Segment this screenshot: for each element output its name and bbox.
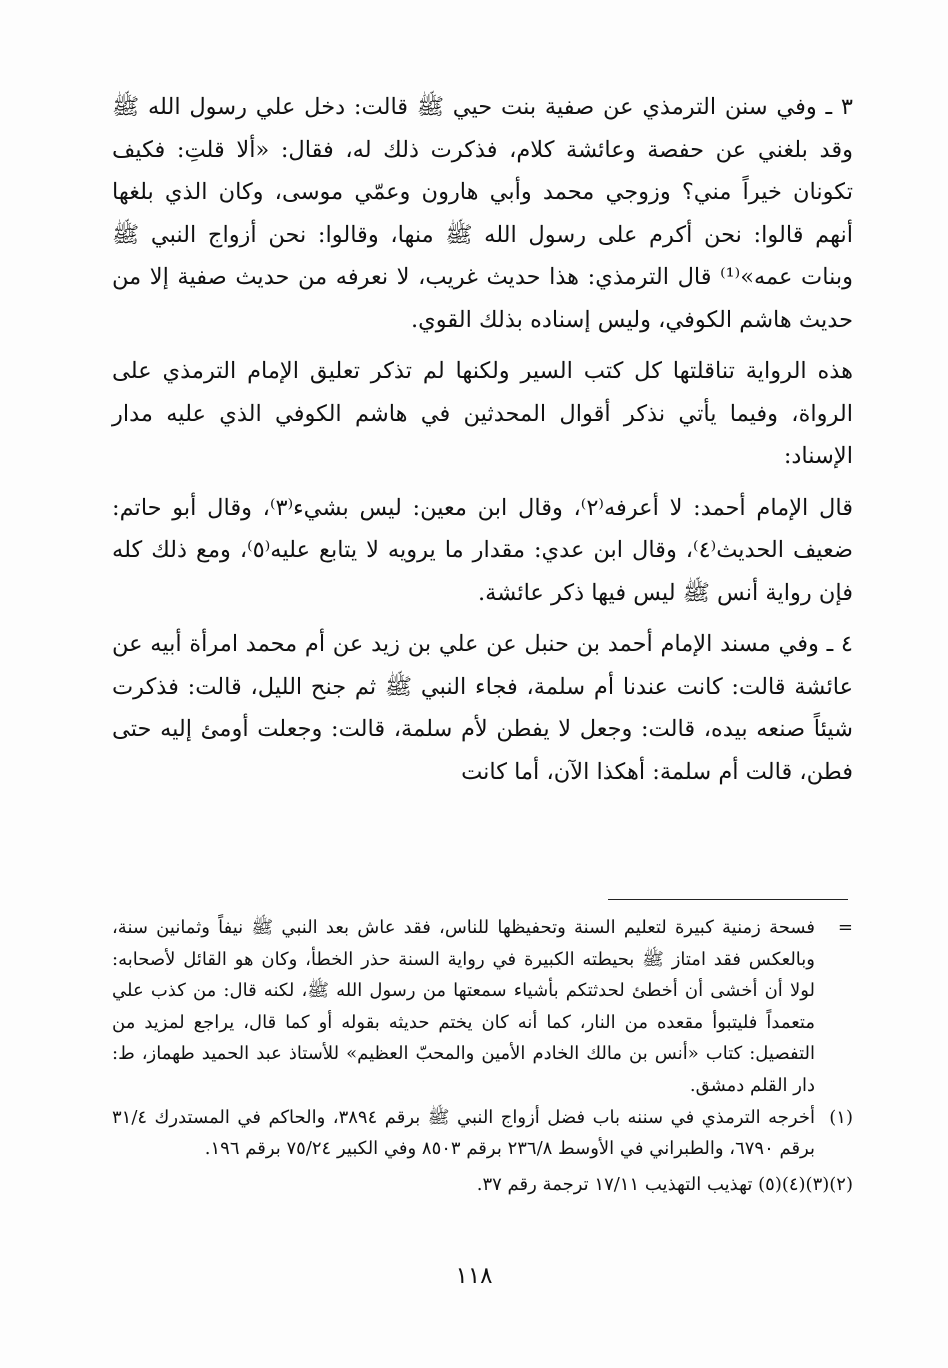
footnote-2-5-text: (٢)(٣)(٤)(٥) تهذيب التهذيب ١٧/١١ ترجمة رقم ٣٧. xyxy=(476,1173,853,1195)
footnote-2-5 xyxy=(112,1169,853,1201)
footnote-continuation-text: فسحة زمنية كبيرة لتعليم السنة وتحفيظها للناس، فقد عاش بعد النبي ﷺ نيفاً وثمانين سنة، وبالعكس فقد امتاز ﷺ بحيطته الكبيرة في رواية السنة حذر الخطأ، وكان هو القائل لأصحابه: لولا أن أخشى أن أخطئ لحدثتكم بأشياء سمعتها من رسول الله ﷺ، لكنه قال: من كذب علي متعمداً فليتبوأ مقعده من النار، كما أنه كان يختم حديثه بقوله أو كما قال، يراجع لمزيد من التفصيل: كتاب «أنس بن مالك الخادم الأمين والمحبّ العظيم» للأستاذ عبد الحميد طهماز، ط: دار القلم دمشق. xyxy=(112,917,815,1096)
main-text xyxy=(112,86,853,793)
footnote-continuation-marker: = xyxy=(837,917,853,938)
footnote-1 xyxy=(112,1102,853,1165)
footnote-1-marker: (١) xyxy=(829,1106,853,1128)
footnote-1-text: أخرجه الترمذي في سننه باب فضل أزواج النبي ﷺ برقم ٣٨٩٤، والحاكم في المستدرك ٣١/٤ برقم ٦٧٩٠، والطبراني في الأوسط ٢٣٦/٨ برقم ٨٥٠٣ وفي الكبير ٧٥/٢٤ برقم ١٩٦. xyxy=(112,1106,815,1160)
page-number: ١١٨ xyxy=(455,1263,493,1289)
paragraph-scholars-opinions: قال الإمام أحمد: لا أعرفه⁽٢⁾، وقال ابن معين: ليس بشيء⁽٣⁾، وقال أبو حاتم: ضعيف الحديث⁽٤⁾، وقال ابن عدي: مقدار ما يرويه لا يتابع عليه⁽٥⁾، ومع ذلك كله فإن رواية أنس ﷺ ليس فيها ذكر عائشة. xyxy=(112,494,854,606)
footnote-divider xyxy=(608,899,848,900)
paragraph-hadith-3: ٣ ـ وفي سنن الترمذي عن صفية بنت حيي ﷺ قالت: دخل علي رسول الله ﷺ وقد بلغني عن حفصة وعائشة كلام، فذكرت ذلك له، فقال: «ألا قلتِ: فكيف تكونان خيراً مني؟ وزوجي محمد وأبي هارون وعمّي موسى، وكان الذي بلغها أنهم قالوا: نحن أكرم على رسول الله ﷺ منها، وقالوا: نحن أزواج النبي ﷺ وبنات عمه»⁽¹⁾ قال الترمذي: هذا حديث غريب، لا نعرفه من حديث صفية إلا من حديث هاشم الكوفي، وليس إسناده بذلك القوي. xyxy=(112,94,853,333)
paragraph-hadith-4: ٤ ـ وفي مسند الإمام أحمد بن حنبل عن علي بن زيد عن أم محمد امرأة أبيه عن عائشة قالت: كانت عندنا أم سلمة، فجاء النبي ﷺ ثم جنح الليل، قالت: فذكرت شيئاً صنعه بيده، قالت: وجعل لا يفطن لأم سلمة، قالت: وجعلت أومئ إليه حتى فطن، قالت أم سلمة: أهكذا الآن، أما كانت xyxy=(112,631,853,785)
footnotes xyxy=(112,912,853,1200)
paragraph-narration-note: هذه الرواية تناقلتها كل كتب السير ولكنها لم تذكر تعليق الإمام الترمذي على الرواة، وفيما يأتي نذكر أقوال المحدثين في هاشم الكوفي الذي عليه مدار الإسناد: xyxy=(112,358,853,469)
footnote-continuation xyxy=(112,912,853,1102)
